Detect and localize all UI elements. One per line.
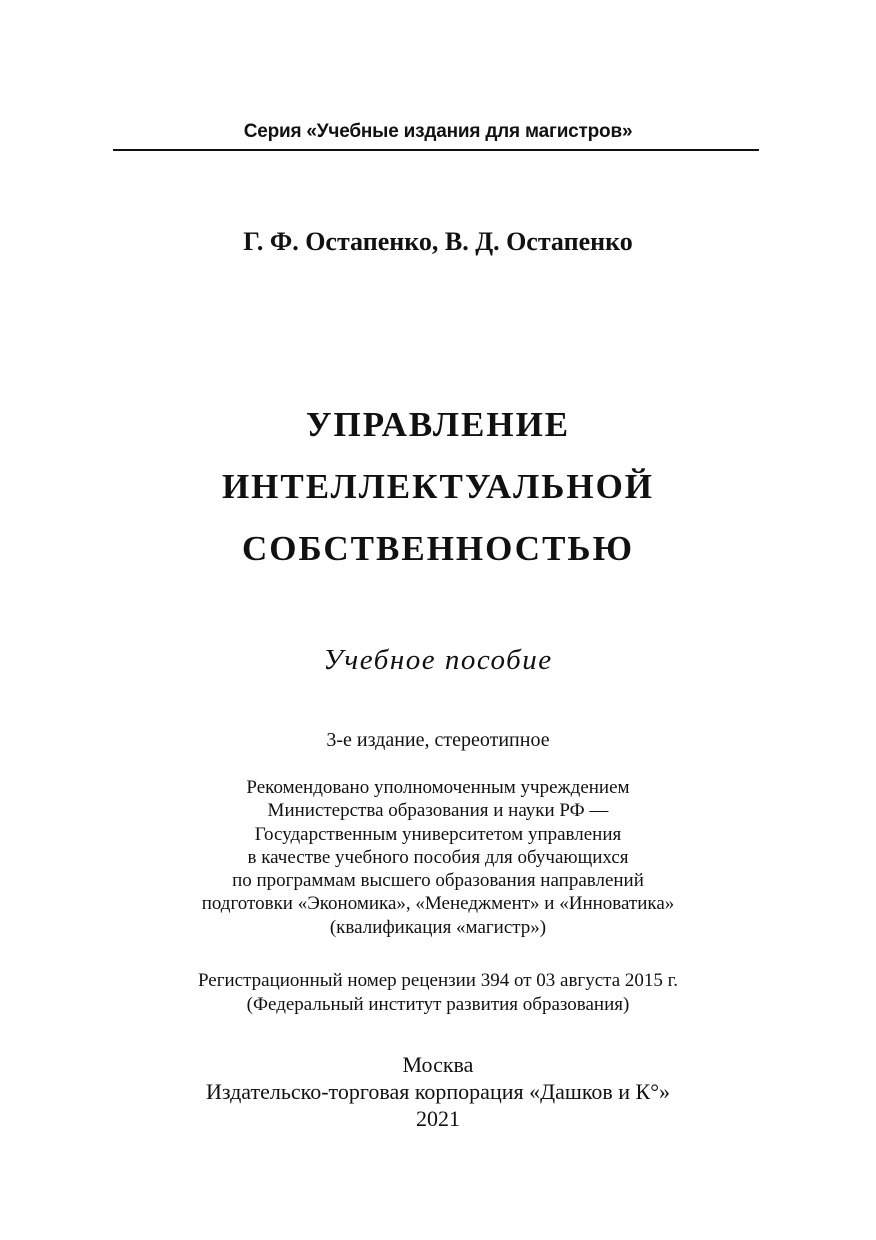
book-subtitle: Учебное пособие (323, 644, 553, 676)
title-line: СОБСТВЕННОСТЬЮ (242, 529, 634, 568)
recommendation-line: Рекомендовано уполномоченным учреждением (246, 777, 630, 798)
recommendation-line: подготовки «Экономика», «Менеджмент» и «Инноватика» (201, 893, 675, 915)
authors: Г. Ф. Остапенко, В. Д. Остапенко (243, 227, 633, 256)
recommendation-line: (квалификация «магистр») (329, 916, 547, 938)
book-title (0, 394, 876, 580)
recommendation-line: Государственным университетом управления (254, 823, 622, 845)
registration-line: Регистрационный номер рецензии 394 от 03 августа 2015 г. (197, 970, 679, 991)
title-line: ИНТЕЛЛЕКТУАЛЬНОЙ (221, 467, 655, 506)
imprint-year: 2021 (416, 1106, 460, 1131)
title-line: УПРАВЛЕНИЕ (305, 405, 571, 444)
recommendation-line: в качестве учебного пособия для обучающихся (247, 846, 629, 868)
imprint-publisher: Издательско-торговая корпорация «Дашков и К°» (205, 1079, 671, 1104)
registration-block (0, 969, 876, 1017)
series-heading: Серия «Учебные издания для магистров» (243, 121, 633, 142)
series-divider (113, 149, 759, 151)
recommendation-line: Министерства образования и науки РФ — (267, 800, 609, 822)
registration-line: (Федеральный институт развития образования) (246, 994, 630, 1015)
imprint-city: Москва (402, 1052, 474, 1077)
recommendation-line: по программам высшего образования направлений (232, 870, 644, 892)
recommendation-block (0, 776, 876, 939)
edition-note: 3-е издание, стереотипное (326, 729, 550, 751)
imprint-block (0, 1051, 876, 1132)
